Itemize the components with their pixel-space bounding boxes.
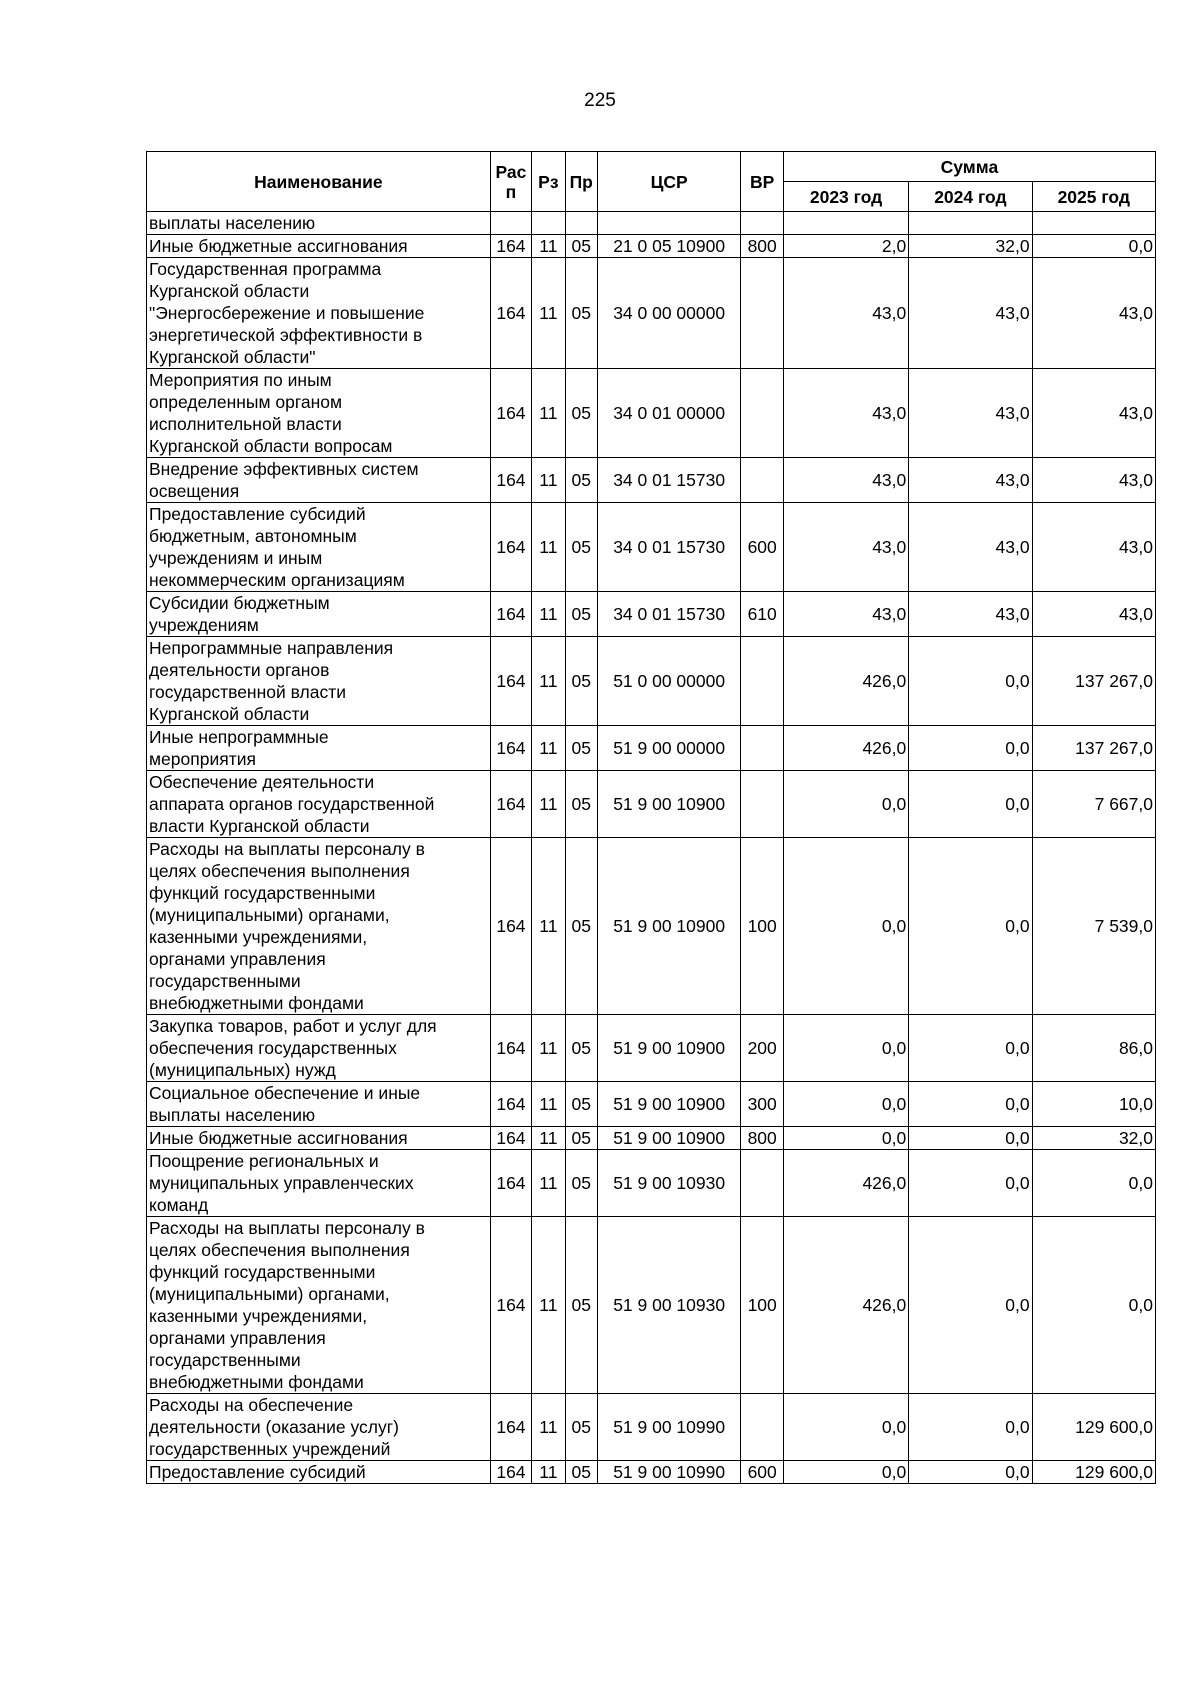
header-sum: Сумма [783, 152, 1155, 182]
header-pr: Пр [565, 152, 597, 212]
csr-cell: 51 9 00 10930 [597, 1217, 741, 1394]
sum-2024-cell: 0,0 [909, 1394, 1032, 1461]
sum-2025-cell: 86,0 [1032, 1015, 1155, 1082]
table-row [147, 1217, 1156, 1394]
name-cell: Предоставление субсидий бюджетным, автономным учреждениям и иным некоммерческим организациям [147, 503, 491, 592]
vr-cell [741, 212, 783, 235]
table-row [147, 1015, 1156, 1082]
table-row [147, 212, 1156, 235]
rasp-cell: 164 [490, 637, 531, 726]
sum-2024-cell: 43,0 [909, 369, 1032, 458]
pr-cell [565, 212, 597, 235]
sum-2023-cell: 426,0 [783, 726, 908, 771]
sum-2024-cell: 0,0 [909, 637, 1032, 726]
rasp-cell: 164 [490, 1150, 531, 1217]
csr-cell: 34 0 01 15730 [597, 503, 741, 592]
sum-2025-cell: 32,0 [1032, 1127, 1155, 1150]
csr-cell: 34 0 01 15730 [597, 458, 741, 503]
sum-2023-cell: 0,0 [783, 1127, 908, 1150]
table-header [147, 152, 1156, 212]
rasp-cell: 164 [490, 592, 531, 637]
sum-2023-cell: 0,0 [783, 1394, 908, 1461]
name-cell: Поощрение региональных и муниципальных управленческих команд [147, 1150, 491, 1217]
rz-cell: 11 [532, 726, 565, 771]
vr-cell [741, 637, 783, 726]
sum-2023-cell: 43,0 [783, 258, 908, 369]
sum-2023-cell: 43,0 [783, 592, 908, 637]
name-cell: Государственная программа Курганской области "Энергосбережение и повышение энергетической эффективности в Курганской области" [147, 258, 491, 369]
csr-cell: 34 0 00 00000 [597, 258, 741, 369]
csr-cell: 51 9 00 10900 [597, 1082, 741, 1127]
pr-cell: 05 [565, 726, 597, 771]
csr-cell: 21 0 05 10900 [597, 235, 741, 258]
sum-2023-cell: 43,0 [783, 369, 908, 458]
sum-2025-cell: 137 267,0 [1032, 637, 1155, 726]
vr-cell: 200 [741, 1015, 783, 1082]
sum-2025-cell: 43,0 [1032, 369, 1155, 458]
table-row [147, 235, 1156, 258]
pr-cell: 05 [565, 503, 597, 592]
rz-cell: 11 [532, 771, 565, 838]
rz-cell [532, 212, 565, 235]
csr-cell [597, 212, 741, 235]
vr-cell [741, 771, 783, 838]
rz-cell: 11 [532, 503, 565, 592]
name-cell: Расходы на обеспечение деятельности (оказание услуг) государственных учреждений [147, 1394, 491, 1461]
rz-cell: 11 [532, 1015, 565, 1082]
sum-2023-cell: 426,0 [783, 637, 908, 726]
header-year-2024: 2024 год [909, 182, 1032, 212]
pr-cell: 05 [565, 838, 597, 1015]
vr-cell [741, 1394, 783, 1461]
sum-2024-cell: 0,0 [909, 1217, 1032, 1394]
vr-cell [741, 369, 783, 458]
table-row [147, 838, 1156, 1015]
name-cell: Предоставление субсидий [147, 1461, 491, 1484]
table-row [147, 503, 1156, 592]
sum-2025-cell: 43,0 [1032, 503, 1155, 592]
sum-2024-cell: 0,0 [909, 1015, 1032, 1082]
sum-2025-cell: 43,0 [1032, 458, 1155, 503]
vr-cell: 100 [741, 838, 783, 1015]
sum-2024-cell: 0,0 [909, 1150, 1032, 1217]
name-cell: Обеспечение деятельности аппарата органов государственной власти Курганской области [147, 771, 491, 838]
sum-2023-cell: 0,0 [783, 838, 908, 1015]
page-number: 225 [584, 90, 616, 111]
rasp-cell: 164 [490, 1217, 531, 1394]
name-cell: Субсидии бюджетным учреждениям [147, 592, 491, 637]
header-csr: ЦСР [597, 152, 741, 212]
table-row [147, 637, 1156, 726]
rasp-cell: 164 [490, 1394, 531, 1461]
sum-2025-cell: 7 667,0 [1032, 771, 1155, 838]
rz-cell: 11 [532, 458, 565, 503]
sum-2025-cell: 129 600,0 [1032, 1394, 1155, 1461]
vr-cell: 800 [741, 1127, 783, 1150]
sum-2023-cell: 426,0 [783, 1217, 908, 1394]
table-row [147, 258, 1156, 369]
rasp-cell: 164 [490, 458, 531, 503]
sum-2025-cell: 0,0 [1032, 1150, 1155, 1217]
sum-2025-cell [1032, 212, 1155, 235]
sum-2024-cell: 43,0 [909, 592, 1032, 637]
rz-cell: 11 [532, 1461, 565, 1484]
table-row [147, 1150, 1156, 1217]
table-row [147, 458, 1156, 503]
table-row [147, 1127, 1156, 1150]
vr-cell [741, 726, 783, 771]
sum-2023-cell: 0,0 [783, 1015, 908, 1082]
rz-cell: 11 [532, 1127, 565, 1150]
csr-cell: 51 0 00 00000 [597, 637, 741, 726]
header-rasp: Рас п [490, 152, 531, 212]
rz-cell: 11 [532, 637, 565, 726]
sum-2023-cell: 426,0 [783, 1150, 908, 1217]
rasp-cell: 164 [490, 1015, 531, 1082]
table-row [147, 369, 1156, 458]
rasp-cell: 164 [490, 503, 531, 592]
rasp-cell [490, 212, 531, 235]
sum-2024-cell [909, 212, 1032, 235]
sum-2023-cell: 0,0 [783, 1082, 908, 1127]
rasp-cell: 164 [490, 726, 531, 771]
table-row [147, 592, 1156, 637]
rz-cell: 11 [532, 369, 565, 458]
name-cell: Социальное обеспечение и иные выплаты населению [147, 1082, 491, 1127]
sum-2024-cell: 0,0 [909, 1082, 1032, 1127]
rz-cell: 11 [532, 838, 565, 1015]
csr-cell: 51 9 00 10900 [597, 1127, 741, 1150]
pr-cell: 05 [565, 1217, 597, 1394]
pr-cell: 05 [565, 369, 597, 458]
sum-2025-cell: 43,0 [1032, 592, 1155, 637]
vr-cell: 600 [741, 503, 783, 592]
rasp-cell: 164 [490, 771, 531, 838]
pr-cell: 05 [565, 592, 597, 637]
sum-2024-cell: 43,0 [909, 258, 1032, 369]
pr-cell: 05 [565, 1127, 597, 1150]
header-rz: Рз [532, 152, 565, 212]
name-cell: Мероприятия по иным определенным органом исполнительной власти Курганской области вопросам [147, 369, 491, 458]
sum-2024-cell: 0,0 [909, 1461, 1032, 1484]
name-cell: Непрограммные направления деятельности органов государственной власти Курганской области [147, 637, 491, 726]
pr-cell: 05 [565, 771, 597, 838]
sum-2023-cell: 0,0 [783, 1461, 908, 1484]
name-cell: Расходы на выплаты персоналу в целях обеспечения выполнения функций государственными (муниципальными) органами, казенными учреждениями, органами управления государственными внебюджетными фондами [147, 838, 491, 1015]
csr-cell: 51 9 00 10900 [597, 771, 741, 838]
budget-table [146, 151, 1156, 1484]
rasp-cell: 164 [490, 369, 531, 458]
sum-2024-cell: 32,0 [909, 235, 1032, 258]
sum-2024-cell: 0,0 [909, 838, 1032, 1015]
sum-2024-cell: 0,0 [909, 1127, 1032, 1150]
rasp-cell: 164 [490, 258, 531, 369]
pr-cell: 05 [565, 1015, 597, 1082]
table-row [147, 1082, 1156, 1127]
pr-cell: 05 [565, 1394, 597, 1461]
csr-cell: 51 9 00 00000 [597, 726, 741, 771]
sum-2024-cell: 0,0 [909, 771, 1032, 838]
pr-cell: 05 [565, 235, 597, 258]
csr-cell: 51 9 00 10900 [597, 1015, 741, 1082]
rasp-cell: 164 [490, 1127, 531, 1150]
name-cell: Иные бюджетные ассигнования [147, 235, 491, 258]
sum-2023-cell [783, 212, 908, 235]
rz-cell: 11 [532, 235, 565, 258]
rz-cell: 11 [532, 1150, 565, 1217]
rz-cell: 11 [532, 1217, 565, 1394]
rz-cell: 11 [532, 258, 565, 369]
sum-2023-cell: 0,0 [783, 771, 908, 838]
vr-cell: 800 [741, 235, 783, 258]
sum-2023-cell: 43,0 [783, 503, 908, 592]
pr-cell: 05 [565, 1461, 597, 1484]
vr-cell [741, 1150, 783, 1217]
name-cell: Иные бюджетные ассигнования [147, 1127, 491, 1150]
table-row [147, 1461, 1156, 1484]
sum-2025-cell: 129 600,0 [1032, 1461, 1155, 1484]
name-cell: Внедрение эффективных систем освещения [147, 458, 491, 503]
sum-2025-cell: 137 267,0 [1032, 726, 1155, 771]
name-cell: выплаты населению [147, 212, 491, 235]
vr-cell: 300 [741, 1082, 783, 1127]
rz-cell: 11 [532, 1082, 565, 1127]
table-row [147, 726, 1156, 771]
sum-2024-cell: 43,0 [909, 458, 1032, 503]
pr-cell: 05 [565, 1082, 597, 1127]
rasp-cell: 164 [490, 1461, 531, 1484]
vr-cell: 610 [741, 592, 783, 637]
csr-cell: 51 9 00 10900 [597, 838, 741, 1015]
header-year-2025: 2025 год [1032, 182, 1155, 212]
name-cell: Расходы на выплаты персоналу в целях обеспечения выполнения функций государственными (муниципальными) органами, казенными учреждениями, органами управления государственными внебюджетными фондами [147, 1217, 491, 1394]
csr-cell: 51 9 00 10930 [597, 1150, 741, 1217]
sum-2025-cell: 10,0 [1032, 1082, 1155, 1127]
header-name: Наименование [147, 152, 491, 212]
pr-cell: 05 [565, 1150, 597, 1217]
header-vr: ВР [741, 152, 783, 212]
name-cell: Закупка товаров, работ и услуг для обеспечения государственных (муниципальных) нужд [147, 1015, 491, 1082]
rz-cell: 11 [532, 1394, 565, 1461]
rasp-cell: 164 [490, 838, 531, 1015]
sum-2023-cell: 2,0 [783, 235, 908, 258]
table-row [147, 1394, 1156, 1461]
table-row [147, 771, 1156, 838]
name-cell: Иные непрограммные мероприятия [147, 726, 491, 771]
header-year-2023: 2023 год [783, 182, 908, 212]
sum-2025-cell: 43,0 [1032, 258, 1155, 369]
vr-cell: 100 [741, 1217, 783, 1394]
csr-cell: 34 0 01 00000 [597, 369, 741, 458]
vr-cell [741, 258, 783, 369]
sum-2024-cell: 0,0 [909, 726, 1032, 771]
pr-cell: 05 [565, 458, 597, 503]
vr-cell [741, 458, 783, 503]
pr-cell: 05 [565, 258, 597, 369]
sum-2023-cell: 43,0 [783, 458, 908, 503]
csr-cell: 51 9 00 10990 [597, 1461, 741, 1484]
csr-cell: 51 9 00 10990 [597, 1394, 741, 1461]
csr-cell: 34 0 01 15730 [597, 592, 741, 637]
pr-cell: 05 [565, 637, 597, 726]
sum-2025-cell: 7 539,0 [1032, 838, 1155, 1015]
table-body [147, 212, 1156, 1484]
rasp-cell: 164 [490, 235, 531, 258]
vr-cell: 600 [741, 1461, 783, 1484]
rz-cell: 11 [532, 592, 565, 637]
sum-2024-cell: 43,0 [909, 503, 1032, 592]
sum-2025-cell: 0,0 [1032, 235, 1155, 258]
rasp-cell: 164 [490, 1082, 531, 1127]
sum-2025-cell: 0,0 [1032, 1217, 1155, 1394]
